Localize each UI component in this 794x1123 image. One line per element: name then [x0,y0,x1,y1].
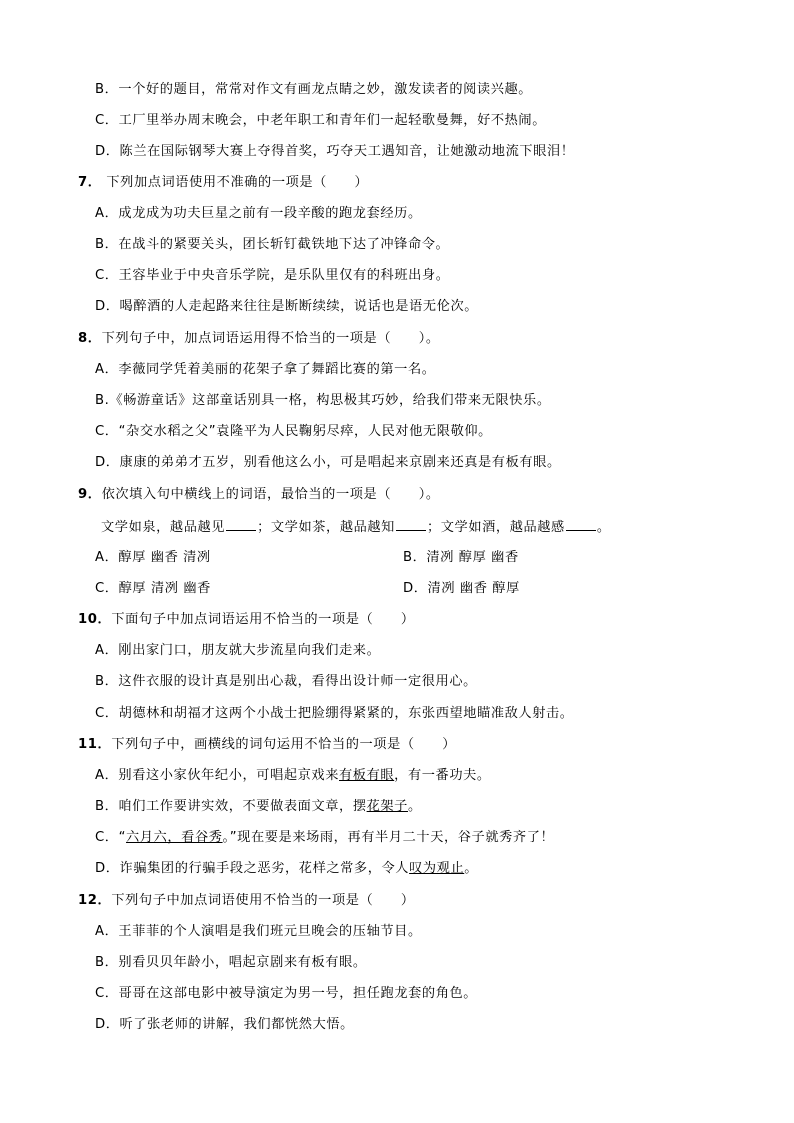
q8-stem [78,330,440,348]
q9-option-c: C．醇厚 清冽 幽香 [95,581,211,596]
q12-stem-text: 下列句子中加点词语使用不恰当的一项是（ ） [111,893,415,908]
q10-number: 10． [78,612,112,627]
q10-stem-text: 下面句子中加点词语运用不恰当的一项是（ ） [111,612,415,627]
q10-option-a: A．刚出家门口，朋友就大步流星向我们走来。 [95,643,381,658]
q11-option-b-text-2: 。 [407,799,422,814]
q9-sentence-part-2: ；文学如茶，越品越知 [257,520,395,535]
q9-sentence-part-4: 。 [596,520,611,535]
q11-option-a-underlined: 有板有眼 [339,768,395,783]
q12-option-a: A．王菲菲的个人演唱是我们班元旦晚会的压轴节目。 [95,924,422,939]
q11-option-a-text-1: A．别看这小家伙年纪小，可唱起京戏来 [95,768,340,783]
q9-sentence-part-1: 文学如泉，越品越见 [101,520,226,535]
q12-option-c: C．哥哥在这部电影中被导演定为男一号，担任跑龙套的角色。 [95,986,478,1001]
q9-sentence [101,517,611,537]
q11-option-c-text-2: 。”现在要是来场雨，再有半月二十天，谷子就秀齐了！ [222,830,555,845]
q8-option-d: D．康康的弟弟才五岁，别看他这么小，可是唱起来京剧来还真是有板有眼。 [95,455,561,470]
q7-option-b: B．在战斗的紧要关头，团长斩钉截铁地下达了冲锋命令。 [95,237,450,252]
q9-option-b: B．清冽 醇厚 幽香 [403,550,519,565]
q9-blank-1 [226,517,256,531]
q9-blank-2 [396,517,426,531]
q10-stem [78,611,415,629]
q11-option-d [95,860,478,878]
q11-option-d-text-1: D．诈骗集团的行骗手段之恶劣，花样之常多，令人 [95,861,410,876]
q8-option-c: C．“杂交水稻之父”袁隆平为人民鞠躬尽瘁，人民对他无限敬仰。 [95,424,492,439]
q9-stem-text: 依次填入句中横线上的词语，最恰当的一项是（ ）。 [101,487,440,502]
q11-option-c-underlined: 六月六，看谷秀 [126,830,223,845]
q12-option-b: B．别看贝贝年龄小，唱起京剧来有板有眼。 [95,955,367,970]
q6-option-b: B．一个好的题目，常常对作文有画龙点睛之妙，激发读者的阅读兴趣。 [95,82,533,97]
q11-option-d-text-2: 。 [464,861,479,876]
q9-blank-3 [566,517,596,531]
q9-option-a: A．醇厚 幽香 清冽 [95,550,211,565]
q9-number: 9． [78,487,102,502]
q8-option-a: A．李薇同学凭着美丽的花架子拿了舞蹈比赛的第一名。 [95,362,436,377]
q8-option-b: B.《畅游童话》这部童话别具一格，构思极其巧妙，给我们带来无限快乐。 [95,393,551,408]
q9-stem [78,486,440,504]
q11-option-a [95,767,491,785]
q10-option-b: B．这件衣服的设计真是别出心裁，看得出设计师一定很用心。 [95,674,477,689]
q12-stem [78,892,415,910]
q10-option-c: C．胡德林和胡福才这两个小战士把脸绷得紧紧的，东张西望地瞄准敌人射击。 [95,706,574,721]
q7-option-c: C．王容毕业于中央音乐学院，是乐队里仅有的科班出身。 [95,268,450,283]
q11-option-c [95,829,554,847]
q11-option-c-text-1: C．“ [95,830,127,845]
q11-option-a-text-2: ，有一番功夫。 [394,768,491,783]
q7-stem [78,174,368,192]
q11-option-d-underlined: 叹为观止 [409,861,465,876]
q11-option-b-underlined: 花架子 [366,799,408,814]
q11-option-b [95,798,422,816]
q11-option-b-text-1: B．咱们工作要讲实效，不要做表面文章，摆 [95,799,367,814]
q7-number: 7． [78,175,102,190]
q11-stem-text: 下列句子中，画横线的词句运用不恰当的一项是（ ） [111,737,457,752]
q9-sentence-part-3: ；文学如酒，越品越感 [426,520,565,535]
q11-stem [78,736,456,754]
q9-option-d: D．清冽 幽香 醇厚 [403,581,520,596]
q8-number: 8． [78,331,102,346]
q6-option-c: C．工厂里举办周末晚会，中老年职工和青年们一起轻歌曼舞，好不热闹。 [95,113,547,128]
q11-number: 11． [78,737,112,752]
q12-option-d: D．听了张老师的讲解，我们都恍然大悟。 [95,1017,354,1032]
q12-number: 12． [78,893,112,908]
q6-option-d: D．陈兰在国际钢琴大赛上夺得首奖，巧夺天工遇知音，让她激动地流下眼泪！ [95,144,575,159]
q7-stem-text: 下列加点词语使用不准确的一项是（ ） [101,175,369,190]
q7-option-a: A．成龙成为功夫巨星之前有一段辛酸的跑龙套经历。 [95,206,422,221]
q8-stem-text: 下列句子中，加点词语运用得不恰当的一项是（ ）。 [101,331,440,346]
q7-option-d: D．喝醉酒的人走起路来往往是断断续续，说话也是语无伦次。 [95,299,479,314]
